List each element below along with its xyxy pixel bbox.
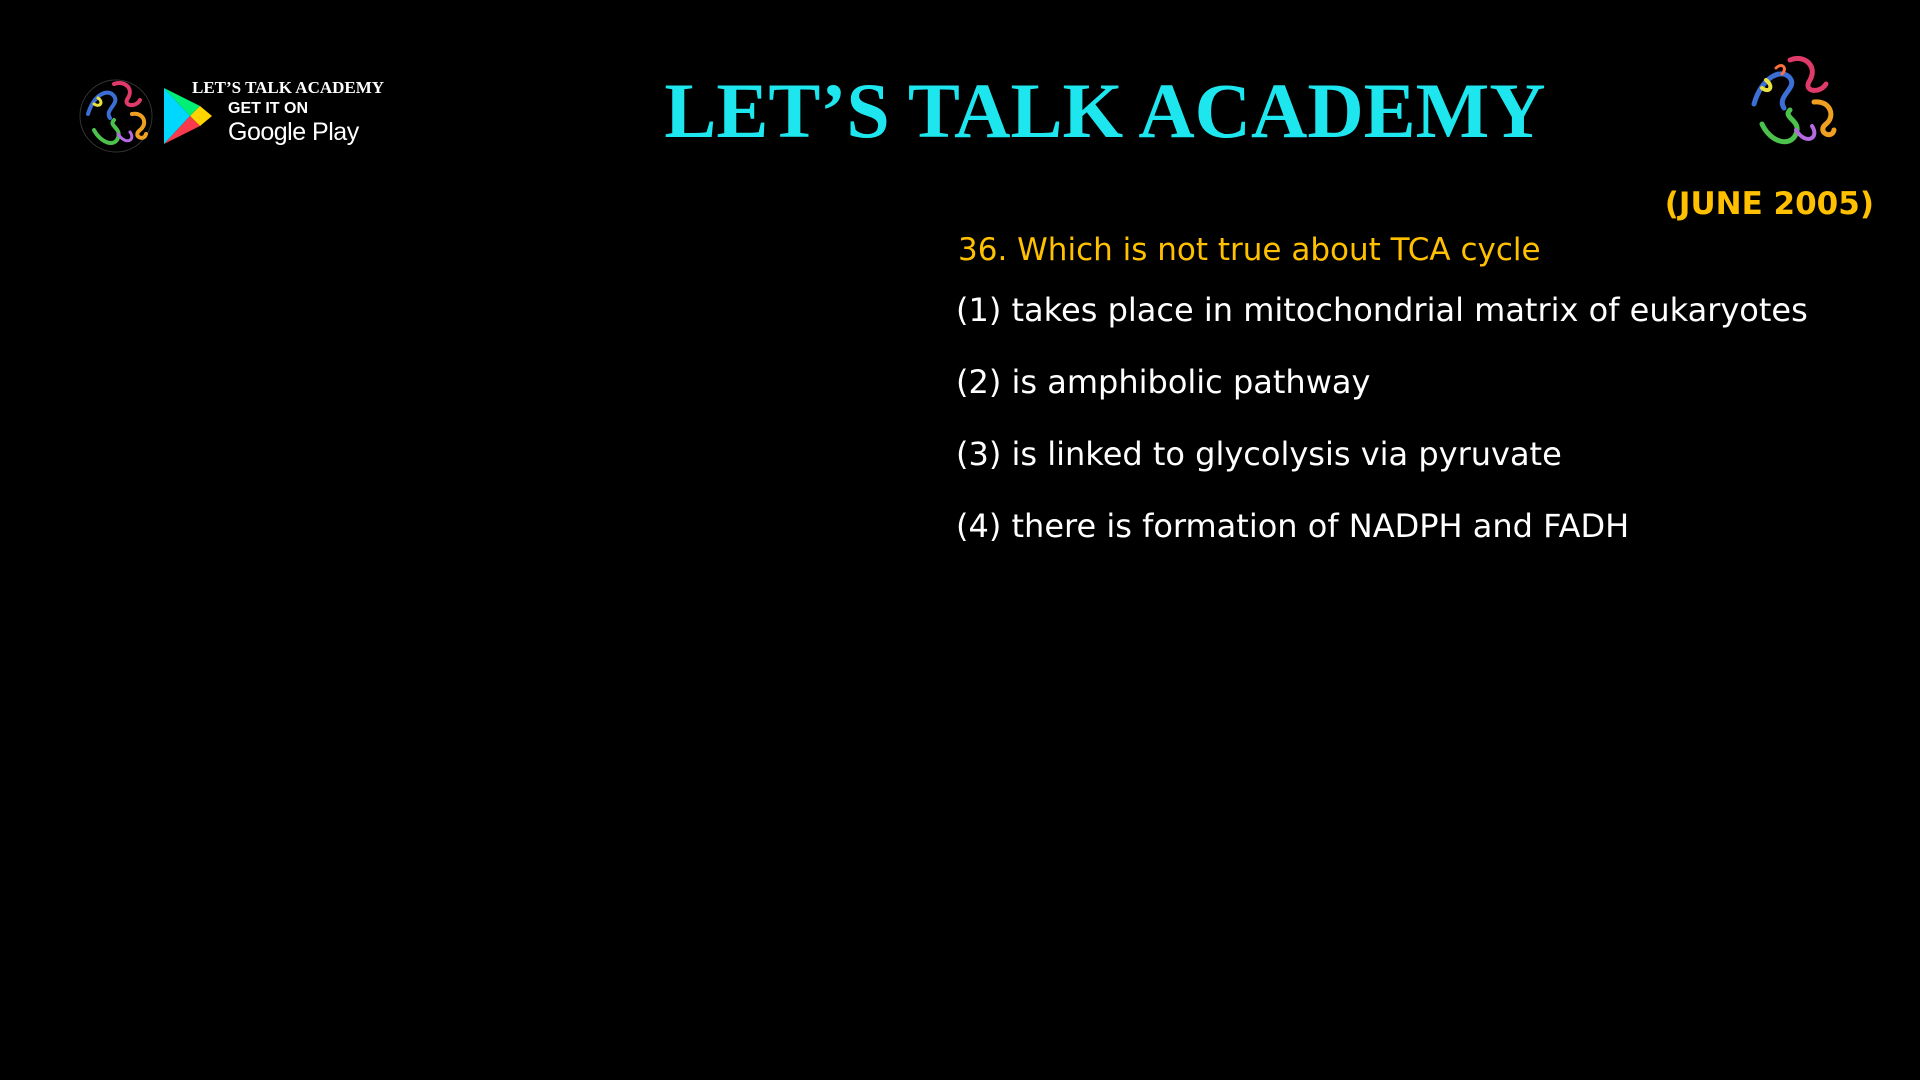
answer-option: (4) there is formation of NADPH and FADH: [956, 507, 1630, 545]
question-text: 36. Which is not true about TCA cycle: [958, 232, 1541, 268]
page-title: LET’S TALK ACADEMY: [664, 67, 1546, 154]
badge-store-name: Google Play: [228, 118, 359, 146]
badge-get-it-on: GET IT ON: [228, 100, 308, 117]
exam-session-tag: (JUNE 2005): [1664, 186, 1874, 222]
answer-option: (2) is amphibolic pathway: [956, 363, 1371, 401]
answer-option: (1) takes place in mitochondrial matrix of eukaryotes: [956, 291, 1808, 329]
badge-academy-name: LET’S TALK ACADEMY: [192, 78, 385, 97]
answer-options-list: [956, 288, 1808, 576]
answer-option: (3) is linked to glycolysis via pyruvate: [956, 435, 1562, 473]
protein-structure-logo-icon: [1736, 48, 1850, 162]
